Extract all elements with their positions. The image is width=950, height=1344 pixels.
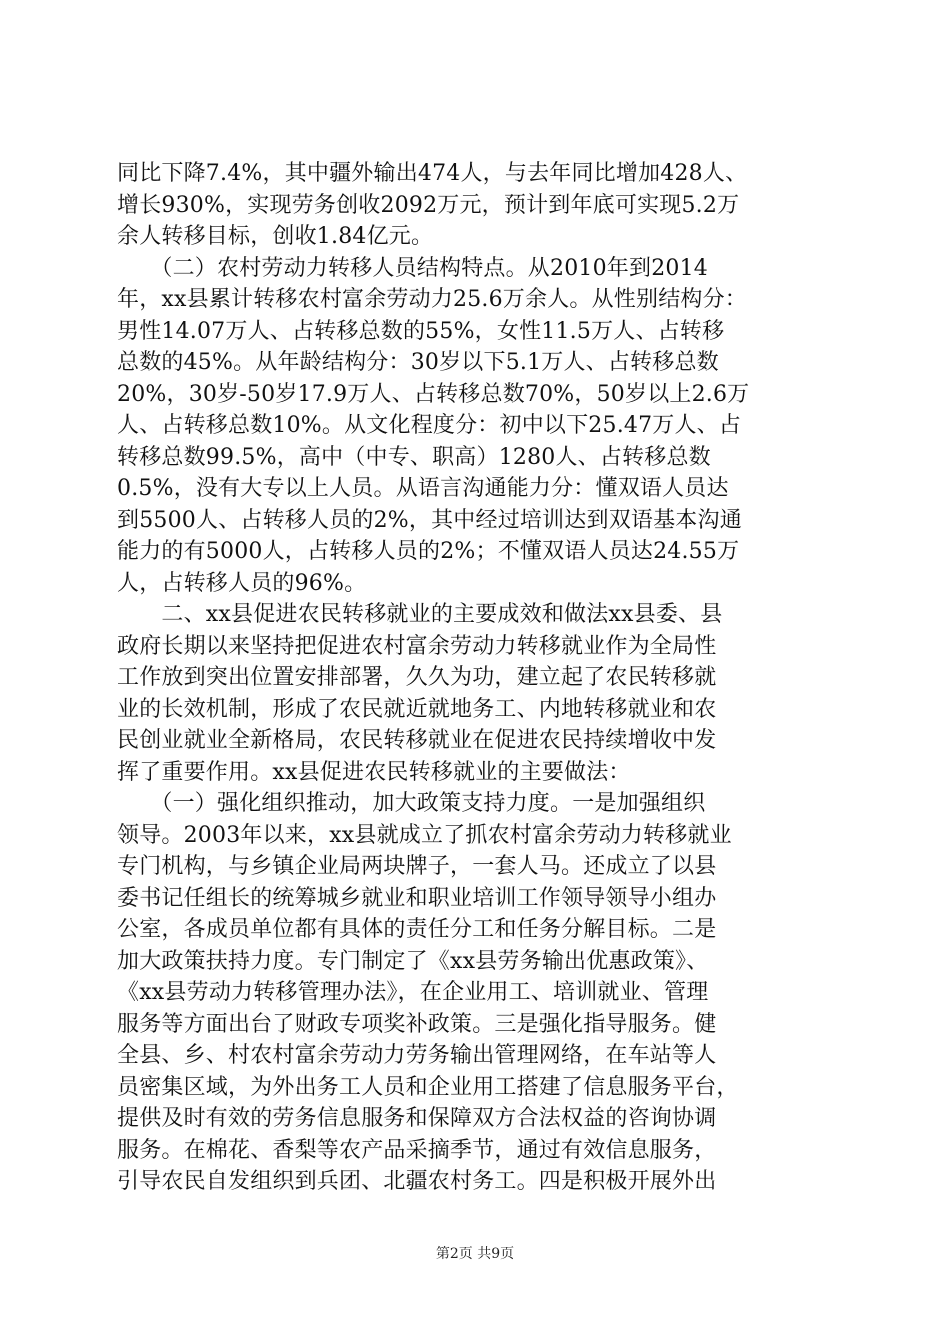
text-line: 20%，30岁-50岁17.9万人、占转移总数70%，50岁以上2.6万 — [117, 381, 750, 407]
text-line: 专门机构，与乡镇企业局两块牌子，一套人马。还成立了以县 — [117, 854, 717, 879]
text-line: 领导。2003年以来，xx县就成立了抓农村富余劳动力转移就业 — [117, 822, 732, 848]
text-line: 男性14.07万人、占转移总数的55%，女性11.5万人、占转移 — [117, 318, 725, 344]
text-line: 工作放到突出位置安排部署，久久为功，建立起了农民转移就 — [117, 665, 717, 690]
text-line: 提供及时有效的劳务信息服务和保障双方合法权益的咨询协调 — [117, 1106, 717, 1131]
text-line: （二）农村劳动力转移人员结构特点。从2010年到2014 — [117, 255, 708, 281]
text-line: 业的长效机制，形成了农民就近就地务工、内地转移就业和农 — [117, 696, 717, 722]
body-text — [117, 158, 837, 1198]
text-line: 二、xx县促进农民转移就业的主要成效和做法xx县委、县 — [117, 602, 723, 627]
text-line: 总数的45%。从年龄结构分：30岁以下5.1万人、占转移总数 — [117, 350, 719, 375]
text-line: 政府长期以来坚持把促进农村富余劳动力转移就业作为全局性 — [117, 633, 717, 659]
text-line: 同比下降7.4%，其中疆外输出474人，与去年同比增加428人、 — [117, 161, 748, 186]
text-line: 委书记任组长的统筹城乡就业和职业培训工作领导领导小组办 — [117, 885, 717, 911]
text-line: 人，占转移人员的96%。 — [117, 570, 367, 596]
text-line: 人、占转移总数10%。从文化程度分：初中以下25.47万人、占 — [117, 413, 742, 438]
text-line: 年，xx县累计转移农村富余劳动力25.6万余人。从性别结构分： — [117, 287, 748, 312]
text-line: 《xx县劳动力转移管理办法》，在企业用工、培训就业、管理 — [117, 980, 709, 1005]
text-line: 转移总数99.5%，高中（中专、职高）1280人、占转移总数 — [117, 444, 711, 470]
text-line: 民创业就业全新格局，农民转移就业在促进农民持续增收中发 — [117, 728, 717, 753]
text-line: 引导农民自发组织到兵团、北疆农村务工。四是积极开展外出 — [117, 1169, 717, 1194]
text-line: 能力的有5000人，占转移人员的2%；不懂双语人员达24.55万 — [117, 539, 740, 564]
text-line: 服务。在棉花、香梨等农产品采摘季节，通过有效信息服务， — [117, 1137, 717, 1163]
text-line: 加大政策扶持力度。专门制定了《xx县劳务输出优惠政策》、 — [117, 948, 709, 974]
text-line: 增长930%，实现劳务创收2092万元，预计到年底可实现5.2万 — [117, 192, 740, 218]
text-line: 余人转移目标，创收1.84亿元。 — [117, 224, 434, 249]
text-line: （一）强化组织推动，加大政策支持力度。一是加强组织 — [117, 791, 706, 816]
text-line: 员密集区域，为外出务工人员和企业用工搭建了信息服务平台， — [117, 1074, 739, 1100]
text-line: 到5500人、占转移人员的2%，其中经过培训达到双语基本沟通 — [117, 507, 742, 533]
text-line: 服务等方面出台了财政专项奖补政策。三是强化指导服务。健 — [117, 1011, 717, 1037]
page-footer: 第2页 共9页 — [435, 1246, 515, 1262]
text-line: 挥了重要作用。xx县促进农民转移就业的主要做法： — [117, 759, 631, 785]
text-line: 0.5%，没有大专以上人员。从语言沟通能力分：懂双语人员达 — [117, 476, 729, 501]
text-line: 公室，各成员单位都有具体的责任分工和任务分解目标。二是 — [117, 917, 717, 942]
text-line: 全县、乡、村农村富余劳动力劳务输出管理网络，在车站等人 — [117, 1043, 717, 1068]
